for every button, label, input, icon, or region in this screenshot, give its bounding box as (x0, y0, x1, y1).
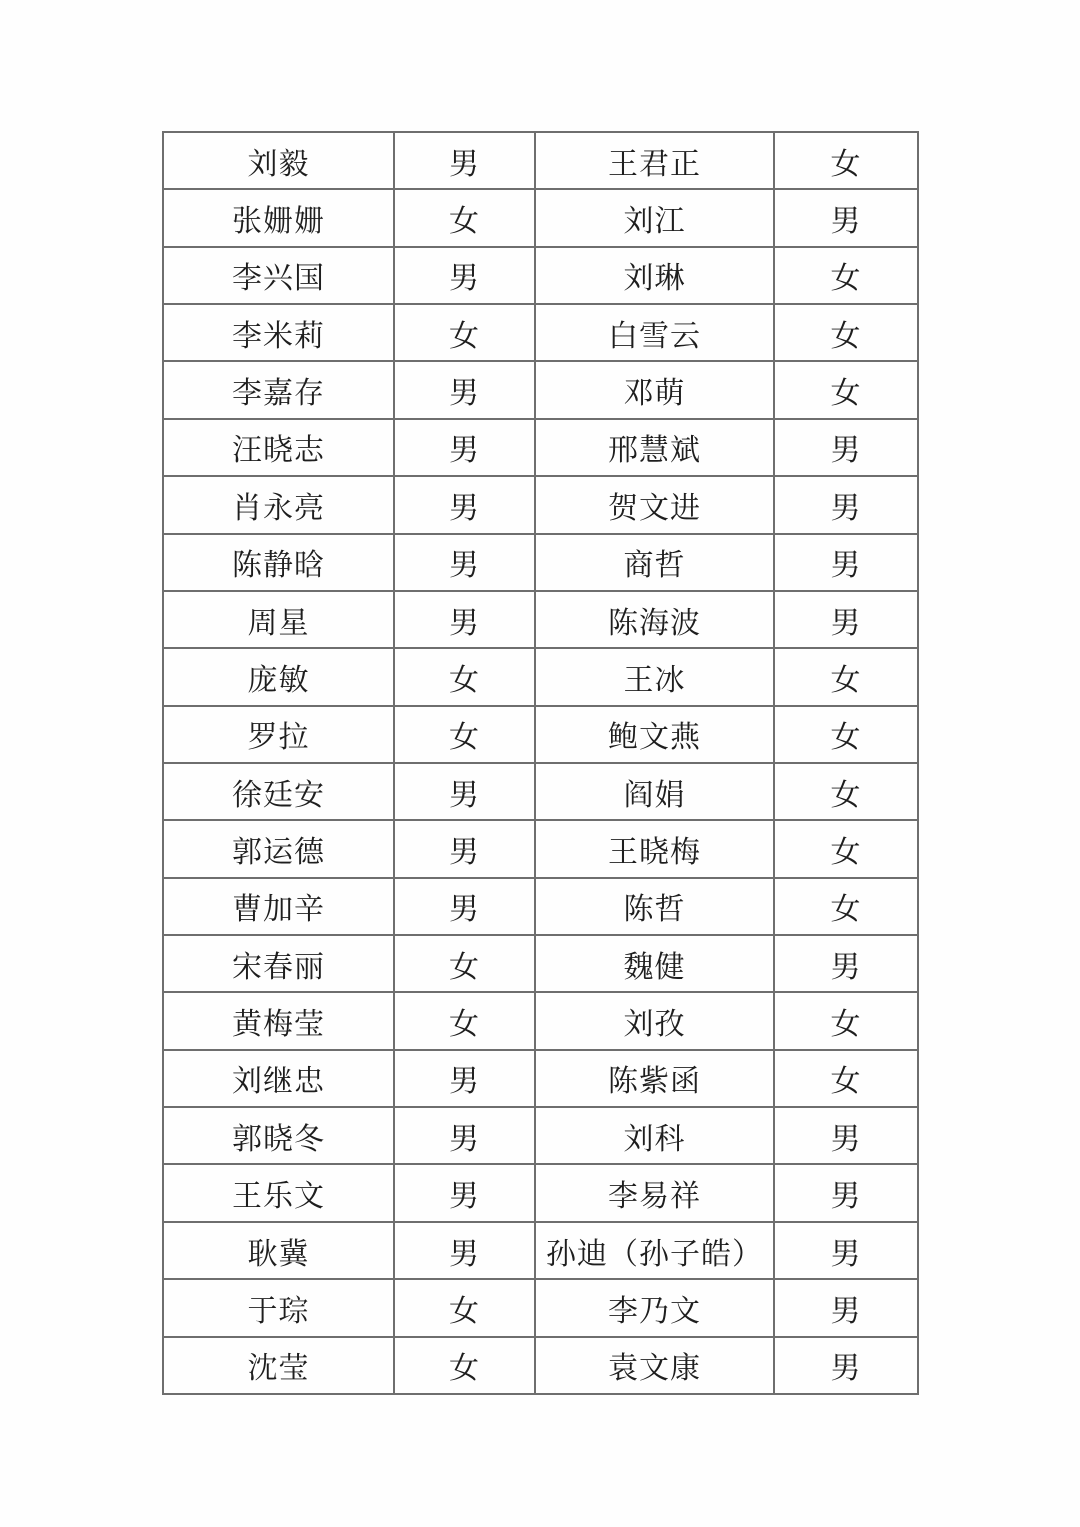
table-row (163, 591, 918, 648)
name-gender-table (162, 131, 919, 1395)
table-body (163, 132, 918, 1394)
person-name-left: 李嘉存 (163, 361, 394, 418)
person-gender-left: 男 (394, 1050, 535, 1107)
table-row (163, 706, 918, 763)
person-gender-left: 男 (394, 1164, 535, 1221)
person-name-right: 孙迪（孙子皓） (535, 1222, 774, 1279)
person-gender-left: 男 (394, 591, 535, 648)
person-name-right: 陈哲 (535, 878, 774, 935)
table-row (163, 1279, 918, 1336)
person-gender-left: 男 (394, 534, 535, 591)
person-name-right: 刘琳 (535, 247, 774, 304)
person-gender-right: 男 (774, 534, 918, 591)
person-name-left: 汪晓志 (163, 419, 394, 476)
person-gender-left: 女 (394, 648, 535, 705)
table-row (163, 304, 918, 361)
person-name-right: 王晓梅 (535, 820, 774, 877)
person-gender-left: 女 (394, 935, 535, 992)
person-gender-left: 女 (394, 992, 535, 1049)
person-gender-left: 男 (394, 132, 535, 189)
person-gender-right: 女 (774, 1050, 918, 1107)
person-gender-left: 男 (394, 1222, 535, 1279)
person-gender-right: 女 (774, 706, 918, 763)
person-gender-left: 男 (394, 247, 535, 304)
person-gender-right: 男 (774, 935, 918, 992)
person-gender-left: 男 (394, 763, 535, 820)
person-name-left: 庞敏 (163, 648, 394, 705)
person-name-left: 李兴国 (163, 247, 394, 304)
person-name-left: 肖永亮 (163, 476, 394, 533)
person-gender-left: 男 (394, 820, 535, 877)
table-row (163, 419, 918, 476)
person-gender-left: 女 (394, 1337, 535, 1394)
person-name-right: 鲍文燕 (535, 706, 774, 763)
person-name-left: 周星 (163, 591, 394, 648)
person-name-right: 邓萌 (535, 361, 774, 418)
table-row (163, 1337, 918, 1394)
person-name-right: 袁文康 (535, 1337, 774, 1394)
table-row (163, 534, 918, 591)
person-name-right: 魏健 (535, 935, 774, 992)
person-name-left: 曹加辛 (163, 878, 394, 935)
person-name-right: 刘科 (535, 1107, 774, 1164)
person-name-left: 刘继忠 (163, 1050, 394, 1107)
person-name-right: 王冰 (535, 648, 774, 705)
table-row (163, 878, 918, 935)
person-name-left: 王乐文 (163, 1164, 394, 1221)
person-name-right: 李乃文 (535, 1279, 774, 1336)
person-name-left: 徐廷安 (163, 763, 394, 820)
person-gender-left: 男 (394, 476, 535, 533)
person-name-right: 刘江 (535, 189, 774, 246)
person-gender-right: 女 (774, 763, 918, 820)
person-gender-right: 女 (774, 648, 918, 705)
person-gender-right: 女 (774, 304, 918, 361)
person-name-right: 邢慧斌 (535, 419, 774, 476)
table-row (163, 189, 918, 246)
person-name-left: 郭晓冬 (163, 1107, 394, 1164)
table-row (163, 935, 918, 992)
table-row (163, 132, 918, 189)
table-row (163, 1107, 918, 1164)
person-gender-right: 男 (774, 1279, 918, 1336)
person-name-left: 宋春丽 (163, 935, 394, 992)
person-name-right: 白雪云 (535, 304, 774, 361)
person-gender-right: 女 (774, 361, 918, 418)
person-gender-left: 女 (394, 1279, 535, 1336)
person-name-left: 张姗姗 (163, 189, 394, 246)
table-row (163, 992, 918, 1049)
person-gender-right: 女 (774, 247, 918, 304)
person-name-left: 陈静晗 (163, 534, 394, 591)
person-gender-right: 女 (774, 878, 918, 935)
person-name-left: 罗拉 (163, 706, 394, 763)
table-row (163, 361, 918, 418)
person-name-left: 耿冀 (163, 1222, 394, 1279)
person-gender-left: 女 (394, 706, 535, 763)
person-gender-left: 男 (394, 361, 535, 418)
person-gender-right: 男 (774, 1337, 918, 1394)
person-name-right: 阎娟 (535, 763, 774, 820)
person-gender-left: 女 (394, 304, 535, 361)
person-gender-right: 女 (774, 132, 918, 189)
person-gender-left: 女 (394, 189, 535, 246)
person-name-right: 陈海波 (535, 591, 774, 648)
person-gender-left: 男 (394, 419, 535, 476)
person-name-left: 刘毅 (163, 132, 394, 189)
person-gender-left: 男 (394, 1107, 535, 1164)
person-gender-right: 女 (774, 820, 918, 877)
table-row (163, 247, 918, 304)
person-gender-right: 男 (774, 1222, 918, 1279)
person-name-right: 陈紫函 (535, 1050, 774, 1107)
person-name-left: 于琮 (163, 1279, 394, 1336)
person-gender-right: 男 (774, 476, 918, 533)
person-name-right: 商哲 (535, 534, 774, 591)
person-name-left: 沈莹 (163, 1337, 394, 1394)
person-name-right: 贺文进 (535, 476, 774, 533)
person-gender-right: 女 (774, 992, 918, 1049)
person-name-right: 李易祥 (535, 1164, 774, 1221)
person-gender-right: 男 (774, 419, 918, 476)
person-name-left: 李米莉 (163, 304, 394, 361)
person-name-right: 王君正 (535, 132, 774, 189)
person-name-right: 刘孜 (535, 992, 774, 1049)
person-name-left: 黄梅莹 (163, 992, 394, 1049)
person-name-left: 郭运德 (163, 820, 394, 877)
person-gender-left: 男 (394, 878, 535, 935)
table-row (163, 820, 918, 877)
person-gender-right: 男 (774, 1164, 918, 1221)
table-row (163, 1222, 918, 1279)
person-gender-right: 男 (774, 1107, 918, 1164)
table-row (163, 1050, 918, 1107)
table-row (163, 763, 918, 820)
person-gender-right: 男 (774, 591, 918, 648)
table-row (163, 476, 918, 533)
table-row (163, 1164, 918, 1221)
person-gender-right: 男 (774, 189, 918, 246)
table-row (163, 648, 918, 705)
